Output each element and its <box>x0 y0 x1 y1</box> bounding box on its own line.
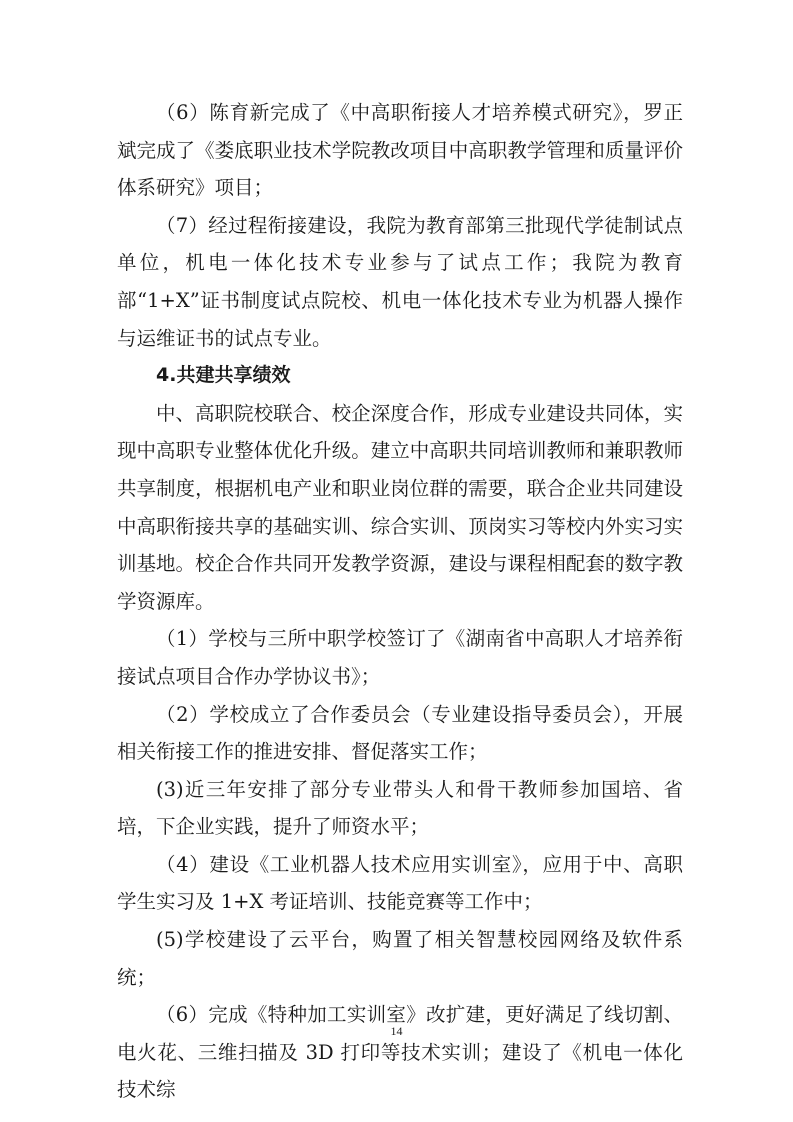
paragraph-item-4: （4）建设《工业机器人技术应用实训室》，应用于中、高职学生实习及 1+X 考证培训、技能竞赛等工作中； <box>117 852 683 914</box>
paragraph-item-6-research: （6）陈育新完成了《中高职衔接人才培养模式研究》，罗正斌完成了《娄底职业技术学院教改项目中高职教学管理和质量评价体系研究》项目； <box>117 101 683 200</box>
paragraph-item-2: （2）学校成立了合作委员会（专业建设指导委员会），开展相关衔接工作的推进安排、督促落实工作； <box>117 702 683 764</box>
paragraph-item-5: (5)学校建设了云平台，购置了相关智慧校园网络及软件系统； <box>117 928 683 989</box>
page-content <box>117 94 683 1109</box>
paragraph-item-6-workshop: （6）完成《特种加工实训室》改扩建，更好满足了线切割、电火花、三维扫描及 3D 打印等技术实训；建设了《机电一体化技术综 <box>117 1003 683 1102</box>
section-heading: 4.共建共享绩效 <box>156 364 291 387</box>
paragraph-item-7-pilot: （7）经过程衔接建设，我院为教育部第三批现代学徒制试点单位，机电一体化技术专业参与了试点工作；我院为教育部“1+X”证书制度试点院校、机电一体化技术专业为机器人操作与运维证书的试点专业。 <box>117 213 683 350</box>
paragraph-item-3: (3)近三年安排了部分专业带头人和骨干教师参加国培、省培，下企业实践，提升了师资水平； <box>117 777 683 839</box>
paragraph-item-1: （1）学校与三所中职学校签订了《湖南省中高职人才培养衔接试点项目合作办学协议书》； <box>117 627 683 688</box>
page-number: 14 <box>390 1024 403 1038</box>
paragraph-intro: 中、高职院校联合、校企深度合作，形成专业建设共同体，实现中高职专业整体优化升级。建立中高职共同培训教师和兼职教师共享制度，根据机电产业和职业岗位群的需要，联合企业共同建设中高职衔接共享的基础实训、综合实训、顶岗实习等校内外实习实训基地。校企合作共同开发教学资源，建设与课程相配套的数字教学资源库。 <box>117 401 683 613</box>
